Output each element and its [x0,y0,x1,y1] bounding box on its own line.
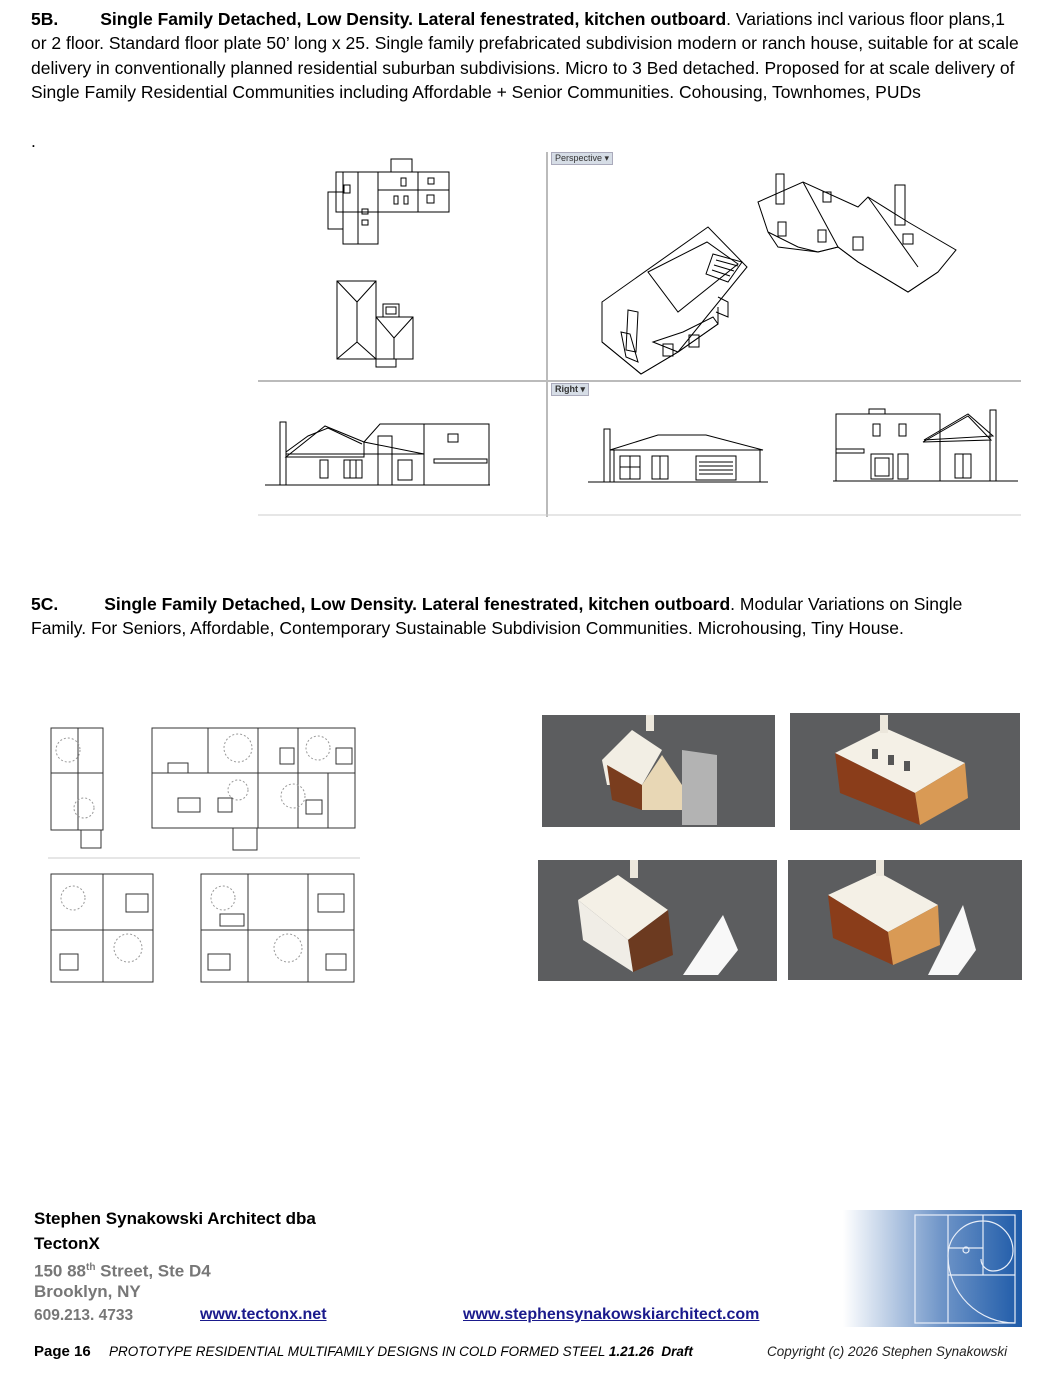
house-render-3 [538,860,777,981]
floor-plans-drawing [48,718,360,990]
page-number: Page 16 [34,1343,91,1360]
tectonx-logo [843,1210,1022,1327]
section-5b-body: or 2 floor. Standard floor plate 50’ long x 25. Single family prefabricated subdivision modern or ranch house, suitable for at scale delivery in conventionally planned residential suburban subdivisions. Micro to 3 Bed detached. Proposed for at scale delivery of Single Family Residential Communities including Affordable + Senior Communities. Cohousing, Townhomes, PUDs [31,33,1019,103]
cad-drawing [258,152,1021,517]
section-5b-number: 5B. [31,9,59,29]
house-render-1 [542,715,775,827]
section-5c-number: 5C. [31,594,59,614]
section-5b-text [31,7,1021,105]
firm-name: Stephen Synakowski Architect dba [34,1209,316,1228]
address-street: Street, Ste D4 [95,1261,211,1281]
section-5c-heading: Single Family Detached, Low Density. Lateral fenestrated, kitchen outboard [104,594,731,614]
address-number: 150 88 [34,1261,86,1281]
document-title-text: PROTOTYPE RESIDENTIAL MULTIFAMILY DESIGNS IN COLD FORMED STEEL [109,1344,609,1359]
firm-city: Brooklyn, NY [34,1282,141,1301]
floor-plans [48,718,360,990]
firm-phone: 609.213. 4733 [34,1307,134,1324]
chevron-down-icon: ▾ [580,384,586,394]
section-5b-heading: Single Family Detached, Low Density. Lateral fenestrated, kitchen outboard [100,9,727,29]
chevron-down-icon: ▾ [604,153,610,163]
right-label-text: Right [555,384,578,394]
section-5c-body: . Modular Variations on Single Family. For Seniors, Affordable, Contemporary Sustainable Subdivision Communities. Microhousing, Tiny House. [31,594,963,639]
section-5b-dot: . [31,131,36,151]
document-title [109,1342,693,1362]
section-5b-body-line1: . Variations incl various floor plans,1 [726,9,1006,29]
perspective-label-text: Perspective [555,153,603,163]
house-render-4 [788,860,1022,980]
firm-dba: TectonX [34,1234,100,1253]
copyright: Copyright (c) 2026 Stephen Synakowski [767,1344,1008,1359]
perspective-viewport-label[interactable] [551,152,613,165]
document-date: 1.21.26 [608,1344,654,1359]
document-status: Draft [653,1344,693,1359]
right-viewport-label[interactable] [551,383,589,396]
tectonx-link[interactable]: www.tectonx.net [200,1306,327,1323]
address-ordinal: th [86,1262,96,1273]
golden-spiral-icon [843,1210,1022,1327]
cad-viewports [258,152,1021,517]
stephensynakowski-link[interactable]: www.stephensynakowskiarchitect.com [463,1306,760,1323]
house-render-2 [790,713,1020,830]
section-5c-text [31,592,1021,641]
